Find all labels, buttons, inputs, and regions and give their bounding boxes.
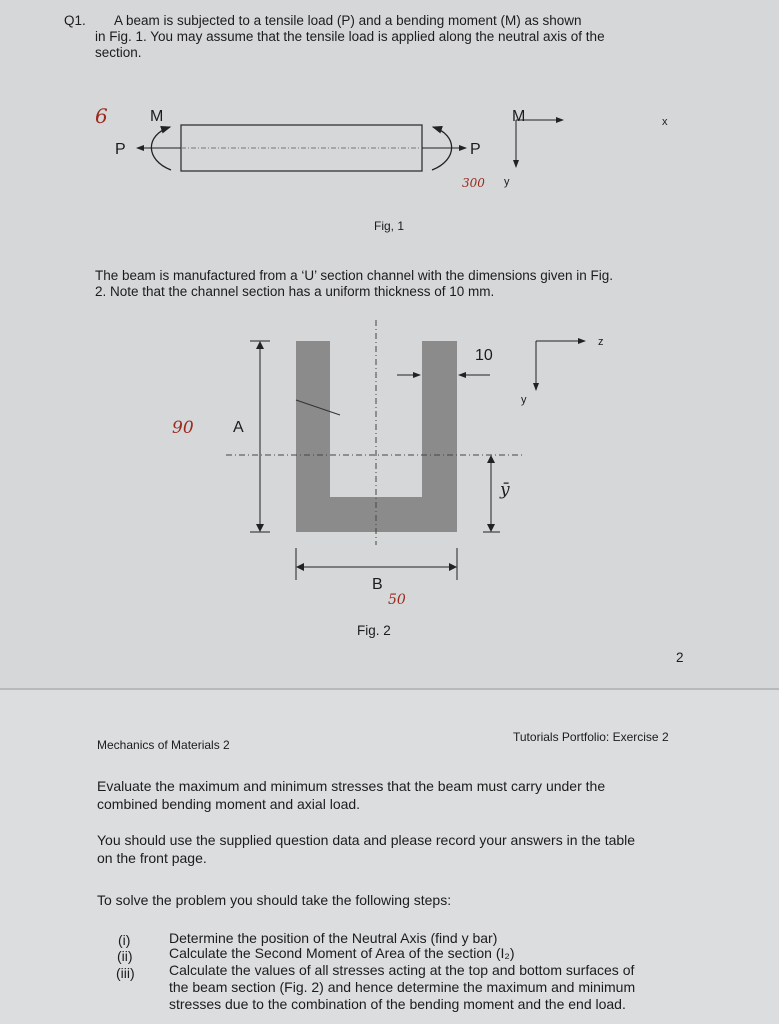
handwritten-moment-value: 6 [95,104,108,128]
step-text: the beam section (Fig. 2) and hence determine the maximum and minimum [169,979,636,995]
fig2-thickness-label: 10 [475,347,493,364]
description-line: The beam is manufactured from a ‘U’ section channel with the dimensions given in Fig. [95,268,614,283]
fig2-caption: Fig. 2 [357,623,391,638]
page-number: 2 [676,650,684,665]
step-text: stresses due to the combination of the bending moment and the end load. [169,996,626,1012]
handwritten-length-value: 300 [462,176,485,190]
fig1-label-m-left: M [150,108,164,125]
step-number: (ii) [117,948,133,964]
fig2-axis-y: y [521,394,527,406]
question-number: Q1. [64,13,86,28]
footer-exercise: Tutorials Portfolio: Exercise 2 [513,730,669,744]
step-text: Calculate the Second Moment of Area of the section (I₂) [169,945,515,961]
fig1-axis-x: x [662,116,668,128]
fig2-axis-z: z [598,336,604,348]
fig1-label-m-right: M [512,108,526,125]
step-number: (iii) [116,965,135,981]
step-text: Calculate the values of all stresses acting at the top and bottom surfaces of [169,962,635,978]
fig1-label-p-left: P [115,141,126,158]
step-number: (i) [118,932,131,948]
handwritten-width-value: 50 [388,592,406,608]
fig1-label-p-right: P [470,141,481,158]
body-text: Evaluate the maximum and minimum stresses that the beam must carry under the [97,778,606,794]
body-text: combined bending moment and axial load. [97,796,361,812]
footer-course: Mechanics of Materials 2 [97,738,230,752]
fig2-height-label: A [233,419,244,436]
step-text: Determine the position of the Neutral Axis (find y bar) [169,930,498,946]
body-text: You should use the supplied question data and please record your answers in the table [97,832,636,848]
description-line: 2. Note that the channel section has a uniform thickness of 10 mm. [95,284,495,299]
fig2-ybar-label: ȳ [500,480,510,500]
question-line: in Fig. 1. You may assume that the tensile load is applied along the neutral axis of the [95,29,605,44]
fig2-u-section [226,320,585,580]
fig2-width-label: B [372,576,383,593]
handwritten-height-value: 90 [172,418,194,438]
question-line: A beam is subjected to a tensile load (P) and a bending moment (M) as shown [114,13,582,28]
question-line: section. [95,45,142,60]
fig1-beam [137,120,563,171]
body-text: on the front page. [97,850,207,866]
fig1-axis-y: y [504,176,510,188]
fig1-caption: Fig, 1 [374,219,405,233]
body-text: To solve the problem you should take the following steps: [97,892,452,908]
